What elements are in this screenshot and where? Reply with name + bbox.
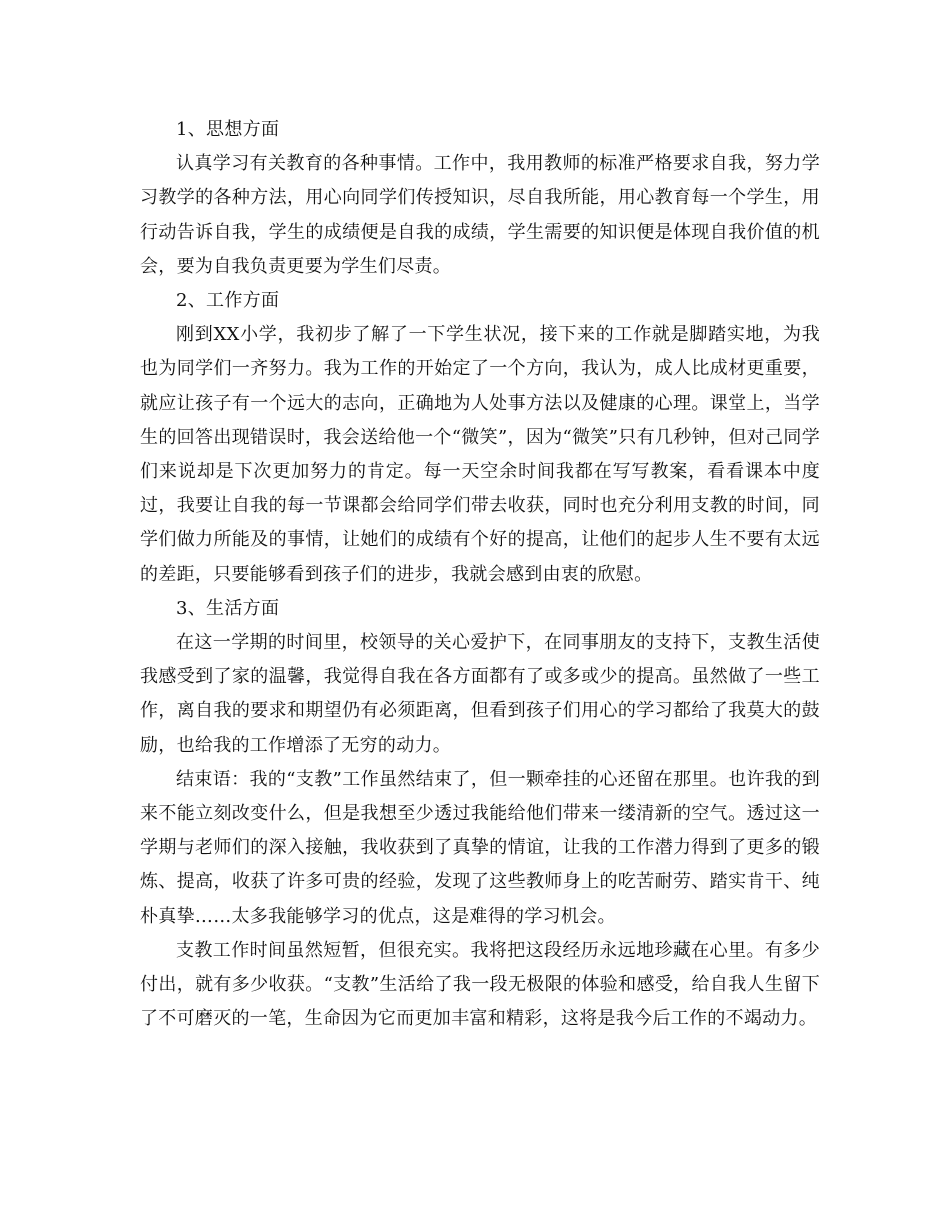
section-heading-life: 3、生活方面 bbox=[176, 597, 280, 619]
paragraph-closing: 支教工作时间虽然短暂，但很充实。我将把这段经历永远地珍藏在心里。有多少付出，就有多少收获。“支教”生活给了我一段无极限的体验和感受，给自我人生留下了不可磨灭的一笔，生命因为它而更加丰富和精彩，这将是我今后工作的不竭动力。 bbox=[140, 939, 820, 1030]
section-heading-work: 2、工作方面 bbox=[176, 290, 280, 312]
paragraph-work: 刚到XX小学，我初步了解了一下学生状况，接下来的工作就是脚踏实地，为我也为同学们一齐努力。我为工作的开始定了一个方向，我认为，成人比成材更重要，就应让孩子有一个远大的志向，正确地为人处事方法以及健康的心理。课堂上，当学生的回答出现错误时，我会送给他一个“微笑”，因为“微笑”只有几秒钟，但对己同学们来说却是下次更加努力的肯定。每一天空余时间我都在写写教案，看看课本中度过，我要让自我的每一节课都会给同学们带去收获，同时也充分利用支教的时间，同学们做力所能及的事情，让她们的成绩有个好的提高，让他们的起步人生不要有太远的差距，只要能够看到孩子们的进步，我就会感到由衷的欣慰。 bbox=[140, 324, 820, 585]
document-body bbox=[140, 113, 820, 1036]
paragraph-thought: 认真学习有关教育的各种事情。工作中，我用教师的标准严格要求自我，努力学习教学的各种方法，用心向同学们传授知识，尽自我所能，用心教育每一个学生，用行动告诉自我，学生的成绩便是自我的成绩，学生需要的知识便是体现自我价值的机会，要为自我负责更要为学生们尽责。 bbox=[140, 153, 820, 277]
section-heading-thought: 1、思想方面 bbox=[176, 119, 280, 140]
paragraph-conclusion: 结束语：我的“支教”工作虽然结束了，但一颗牵挂的心还留在那里。也许我的到来不能立刻改变什么，但是我想至少透过我能给他们带来一缕清新的空气。透过这一学期与老师们的深入接触，我收获到了真挚的情谊，让我的工作潜力得到了更多的锻炼、提高，收获了许多可贵的经验，发现了这些教师身上的吃苦耐劳、踏实肯干、纯朴真挚……太多我能够学习的优点，这是难得的学习机会。 bbox=[140, 768, 820, 927]
paragraph-life: 在这一学期的时间里，校领导的关心爱护下，在同事朋友的支持下，支教生活使我感受到了家的温馨，我觉得自我在各方面都有了或多或少的提高。虽然做了一些工作，离自我的要求和期望仍有必须距离，但看到孩子们用心的学习都给了我莫大的鼓励，也给我的工作增添了无穷的动力。 bbox=[140, 632, 820, 756]
